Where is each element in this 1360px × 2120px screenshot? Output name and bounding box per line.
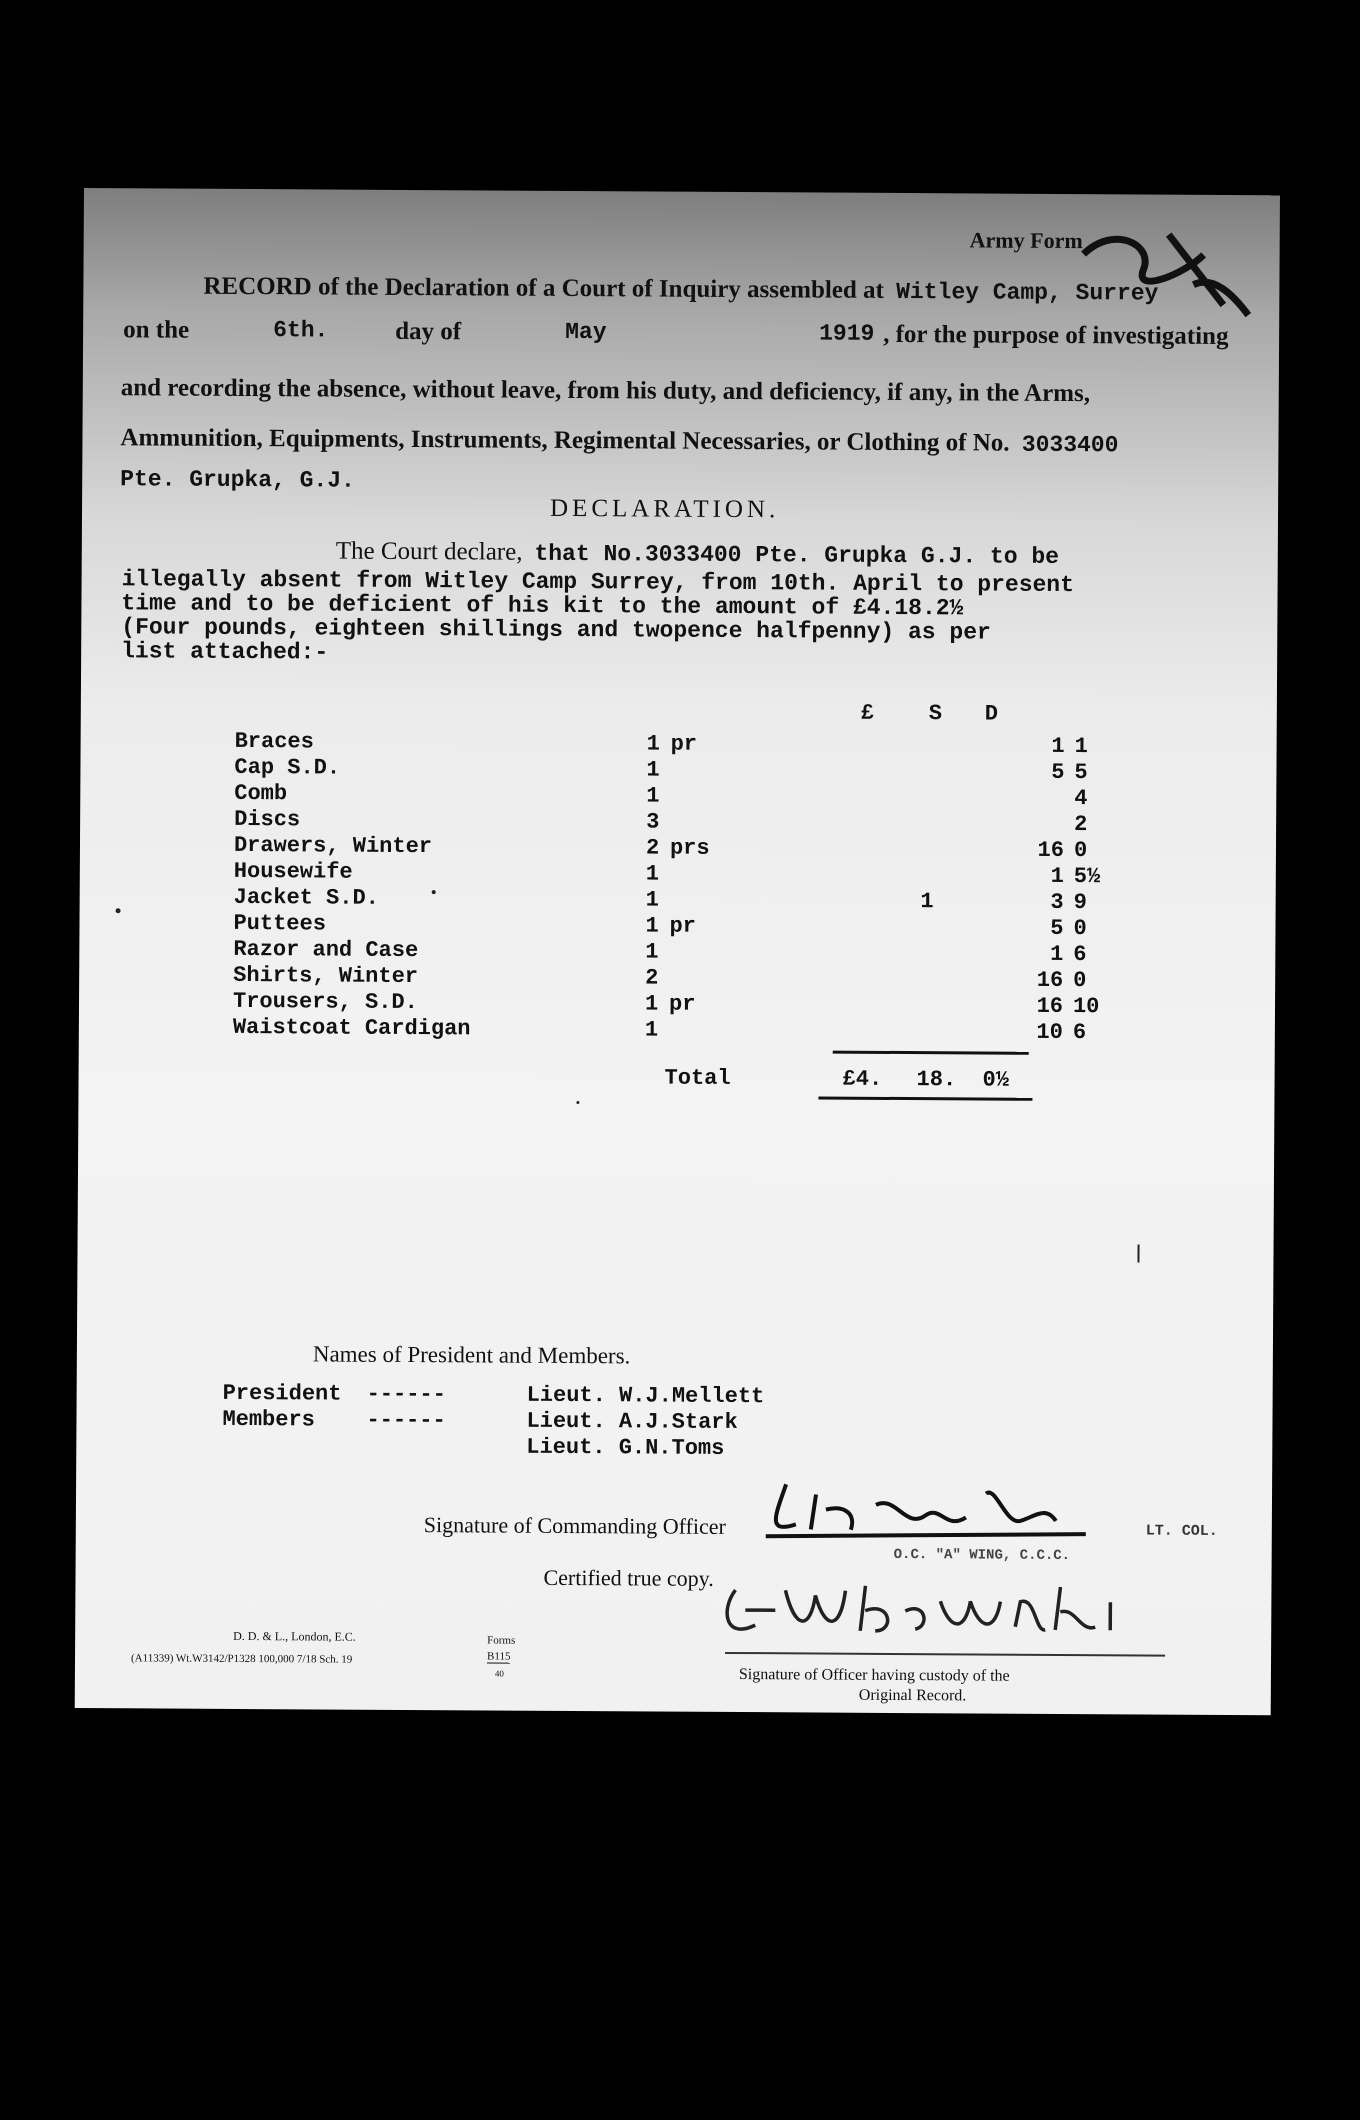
declaration-line-1-text: that No.3033400 Pte. Grupka G.J. to be (534, 540, 1060, 570)
kit-item-shillings: 16 (1036, 993, 1064, 1019)
shillings-header: S (928, 701, 943, 727)
kit-item-pence: 4 (1074, 786, 1088, 812)
kit-item-quantity: 3 (646, 809, 660, 835)
day-value: 6th. (273, 317, 329, 344)
president-dashes: ------ (366, 1381, 446, 1408)
declaration-line-3: time and to be deficient of his kit to the amount of £4.18.2½ (121, 590, 964, 622)
office-stamp (1073, 214, 1264, 335)
kit-item-quantity: 2 (645, 965, 659, 991)
kit-item-shillings: 16 (1036, 967, 1064, 993)
pounds-header: £ (860, 700, 875, 726)
kit-item-name: Housewife (233, 858, 353, 885)
kit-item-quantity: 1 (644, 1017, 659, 1043)
court-declare-label: The Court declare, (335, 537, 523, 566)
custody-signature-rule (725, 1652, 1165, 1657)
kit-item-quantity: 1 (645, 913, 659, 939)
kit-item-pence: 6 (1072, 1020, 1087, 1046)
declaration-line-4: (Four pounds, eighteen shillings and twopence halfpenny) as per (121, 614, 991, 646)
record-line-1-text: RECORD of the Declaration of a Court of Inquiry assembled at (203, 272, 885, 304)
president-name: Lieut. W.J.Mellett (526, 1382, 765, 1410)
kit-item-quantity: 2 (645, 835, 660, 861)
record-line-4-text: Ammunition, Equipments, Instruments, Regimental Necessaries, or Clothing of No. (120, 424, 1010, 457)
rank-suffix: LT. COL. (1145, 1522, 1218, 1540)
kit-item-quantity: 1 (645, 887, 659, 913)
kit-item-pence: 10 (1072, 994, 1100, 1020)
commanding-officer-label: Signature of Commanding Officer (423, 1512, 726, 1539)
kit-item-quantity: 1 (646, 757, 660, 783)
kit-item-shillings: 10 (1036, 1019, 1063, 1045)
total-label: Total (664, 1065, 731, 1091)
kit-item-pence: 0 (1073, 916, 1087, 942)
kit-item-quantity: 1 (645, 939, 659, 965)
record-line-2 (123, 316, 1280, 351)
kit-item-shillings: 1 (1050, 941, 1064, 967)
kit-item-pence: 9 (1073, 890, 1087, 916)
kit-item-pence: 2 (1074, 812, 1088, 838)
kit-item-name: Comb (234, 780, 288, 807)
kit-item-name: Waistcoat Cardigan (232, 1014, 471, 1042)
total-rule (818, 1097, 1032, 1101)
kit-item-pounds: 1 (920, 889, 934, 915)
month-value: May (565, 318, 607, 346)
purpose-text: , for the purpose of investigating (883, 320, 1229, 350)
commanding-officer-signature (756, 1474, 1096, 1546)
kit-item-unit: pr (668, 991, 696, 1017)
kit-item-unit: prs (669, 835, 710, 861)
declaration-title: DECLARATION. (549, 494, 780, 524)
kit-item-pence: 5½ (1073, 864, 1101, 890)
member-2-name: Lieut. G.N.Toms (526, 1434, 725, 1461)
custody-label-2: Original Record. (858, 1686, 967, 1705)
record-line-3: and recording the absence, without leave, from his duty, and deficiency, if any, in the Arms, (120, 374, 1091, 408)
total-pounds: £4. (842, 1066, 883, 1092)
total-shillings: 18. (916, 1067, 957, 1093)
kit-item-shillings: 5 (1050, 915, 1064, 941)
custody-label-1: Signature of Officer having custody of the (738, 1666, 1010, 1685)
footer-code-line: (A11339) Wt.W3142/P1328 100,000 7/18 Sch. 19 (130, 1652, 353, 1666)
forms-label: Forms (487, 1634, 516, 1647)
on-the-label: on the (123, 316, 190, 344)
subtotal-rule (833, 1051, 1029, 1055)
kit-item-shillings: 1 (1050, 863, 1064, 889)
unit-line: O.C. "A" WING, C.C.C. (893, 1546, 1071, 1565)
declaration-line-1 (336, 538, 1059, 570)
day-of-label: day of (395, 317, 462, 346)
record-line-1 (203, 273, 1158, 307)
declaration-line-2: illegally absent from Witley Camp Surrey, from 10th. April to present (121, 566, 1075, 599)
kit-item-name: Drawers, Winter (233, 832, 433, 860)
kit-item-quantity: 1 (645, 861, 660, 887)
members-label: Members (222, 1406, 315, 1433)
members-dashes: ------ (366, 1407, 446, 1434)
army-form-label: Army Form (969, 227, 1083, 254)
scan-speck (116, 908, 121, 913)
kit-item-name: Cap S.D. (234, 754, 341, 781)
kit-row (233, 1015, 1133, 1046)
kit-item-name: Jacket S.D. (233, 884, 379, 911)
kit-item-pence: 0 (1073, 838, 1088, 864)
soldier-name: Pte. Grupka, G.J. (120, 466, 355, 494)
kit-item-pence: 5 (1074, 760, 1088, 786)
record-line-4 (120, 424, 1118, 458)
pence-header: D (984, 701, 999, 727)
kit-item-name: Trousers, S.D. (232, 988, 418, 1016)
president-label: President (222, 1380, 342, 1407)
kit-item-shillings: 1 (1051, 733, 1065, 760)
kit-item-name: Puttees (233, 910, 327, 937)
kit-item-quantity: 1 (644, 991, 659, 1017)
certified-true-copy: Certified true copy. (543, 1564, 714, 1591)
kit-item-unit: pr (669, 913, 696, 939)
kit-item-name: Braces (234, 728, 314, 755)
kit-item-quantity: 1 (646, 731, 660, 757)
document-page (75, 188, 1280, 1715)
soldier-number: 3033400 (1021, 431, 1119, 459)
scan-speck (1137, 1244, 1139, 1262)
scan-speck (432, 890, 436, 894)
member-1-name: Lieut. A.J.Stark (526, 1408, 738, 1436)
forms-sub: 40 (494, 1668, 504, 1679)
kit-item-pence: 1 (1074, 734, 1088, 760)
kit-item-shillings: 5 (1051, 759, 1065, 785)
members-heading: Names of President and Members. (312, 1341, 631, 1369)
year-value: 1919 (819, 320, 875, 347)
kit-item-name: Shirts, Winter (233, 962, 419, 990)
total-pence: 0½ (982, 1067, 1010, 1093)
kit-item-unit: pr (670, 731, 698, 757)
kit-item-quantity: 1 (646, 783, 660, 809)
kit-item-name: Razor and Case (233, 936, 419, 964)
kit-item-shillings: 3 (1050, 889, 1064, 915)
place-value: Witley Camp, Surrey (896, 278, 1159, 307)
kit-item-shillings: 16 (1037, 837, 1065, 863)
kit-item-name: Discs (234, 806, 301, 833)
scan-speck (576, 1101, 579, 1104)
declaration-line-5: list attached:- (121, 638, 329, 666)
custody-officer-signature (715, 1570, 1135, 1653)
kit-item-pence: 0 (1073, 968, 1087, 994)
printer-line: D. D. & L., London, E.C. (233, 1628, 356, 1644)
kit-item-pence: 6 (1073, 942, 1087, 968)
forms-number: B115 (487, 1650, 511, 1663)
